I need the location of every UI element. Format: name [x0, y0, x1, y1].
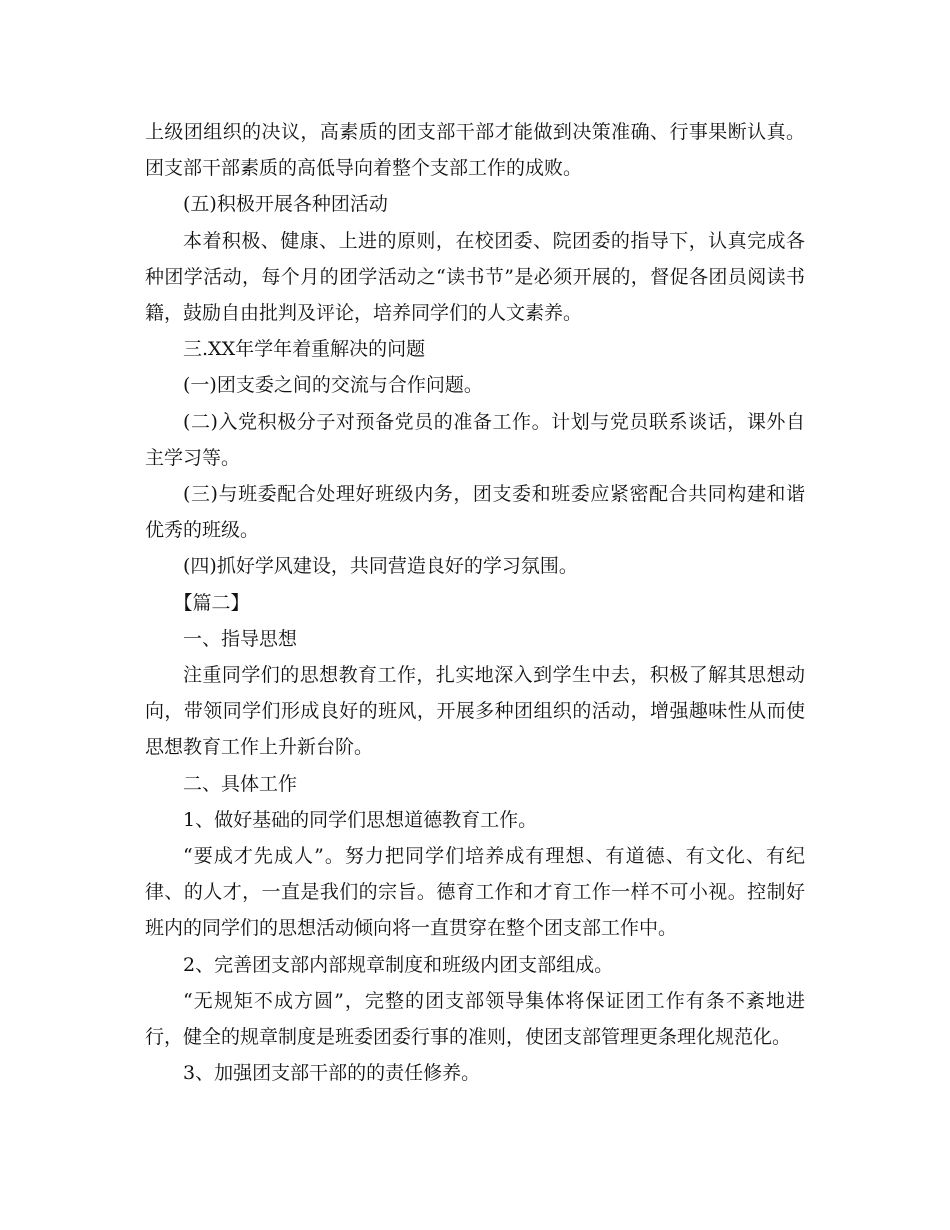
- list-item-two: (二)入党积极分子对预备党员的准备工作。计划与党员联系谈话，课外自主学习等。: [145, 410, 805, 469]
- paragraph-1: 上级团组织的决议，高素质的团支部干部才能做到决策准确、行事果断认真。团支部干部素质的高低导向着整个支部工作的成败。: [145, 121, 805, 180]
- section-heading-specific-work: 二、具体工作: [183, 772, 298, 795]
- section-heading-three: 三.XX年学年着重解决的问题: [183, 338, 426, 361]
- paragraph-3: 本着积极、健康、上进的原则，在校团委、院团委的指导下，认真完成各种团学活动，每个月的团学活动之“读书节”是必须开展的，督促各团员阅读书籍，鼓励自由批判及评论，培养同学们的人文素养。: [145, 229, 805, 325]
- paragraph-16: “无规矩不成方圆”，完整的团支部领导集体将保证团工作有条不紊地进行，健全的规章制度是班委团委行事的准则，使团支部管理更条理化规范化。: [145, 989, 805, 1049]
- numbered-item-1: 1、做好基础的同学们思想道德教育工作。: [183, 808, 538, 831]
- section-heading-guiding-ideology: 一、指导思想: [183, 627, 298, 650]
- paragraph-14: “要成才先成人”。努力把同学们培养成有理想、有道德、有文化、有纪律、的人才，一直是我们的宗旨。德育工作和才育工作一样不可小视。控制好班内的同学们的思想活动倾向将一直贯穿在整个团支部工作中。: [145, 845, 805, 940]
- document-body: [145, 114, 805, 1091]
- numbered-item-2: 2、完善团支部内部规章制度和班级内团支部组成。: [183, 953, 614, 976]
- chapter-heading-part-two: 【篇二】: [173, 591, 250, 614]
- paragraph-11: 注重同学们的思想教育工作，扎实地深入到学生中去，积极了解其思想动向，带领同学们形成良好的班风，开展多种团组织的活动，增强趣味性从而使思想教育工作上升新台阶。: [145, 664, 805, 759]
- section-heading-five: (五)积极开展各种团活动: [183, 193, 388, 216]
- numbered-item-3: 3、加强团支部干部的的责任修养。: [183, 1062, 481, 1085]
- list-item-one: (一)团支委之间的交流与合作问题。: [183, 374, 483, 397]
- list-item-four: (四)抓好学风建设，共同营造良好的学习氛围。: [183, 555, 578, 578]
- list-item-three: (三)与班委配合处理好班级内务，团支委和班委应紧密配合共同构建和谐优秀的班级。: [145, 483, 805, 542]
